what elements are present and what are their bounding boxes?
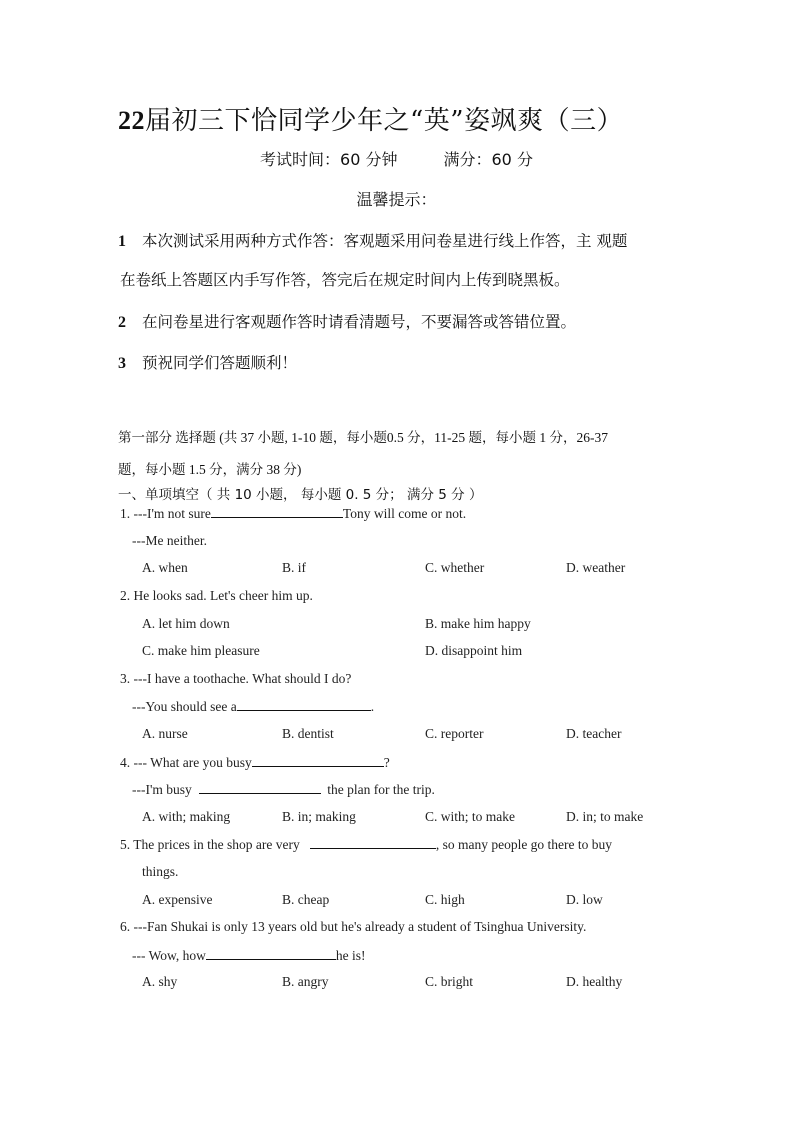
- exam-time: 考试时间：60 分钟: [260, 150, 398, 169]
- option-d[interactable]: D. low: [566, 892, 603, 907]
- option-a[interactable]: A. let him down: [142, 616, 230, 631]
- hint-title: 温馨提示：: [356, 190, 437, 209]
- full-score: 满分：60 分: [443, 150, 533, 169]
- section-heading: 第一部分 选择题 (共 37 小题, 1-10 题，每小题0.5 分，11-25 题，每小题 1 分，26-37: [118, 430, 608, 445]
- note-2: 2 在问卷星进行客观题作答时请看清题号，不要漏答或答错位置。: [118, 313, 577, 331]
- option-c[interactable]: C. make him pleasure: [142, 643, 260, 658]
- question-6: 6. ---Fan Shukai is only 13 years old but he's already a student of Tsinghua University.: [120, 919, 587, 934]
- option-a[interactable]: A. when: [142, 560, 188, 575]
- question-6-reply: --- Wow, how he is!: [132, 948, 366, 963]
- part-heading: 一、单项填空（ 共 10 小题， 每小题 0. 5 分； 满分 5 分 ）: [118, 487, 483, 503]
- option-a[interactable]: A. expensive: [142, 892, 213, 907]
- answer-blank: [206, 947, 336, 960]
- option-d[interactable]: D. healthy: [566, 974, 623, 989]
- option-b[interactable]: B. if: [282, 560, 307, 575]
- option-b[interactable]: B. dentist: [282, 726, 334, 741]
- option-b[interactable]: B. make him happy: [425, 616, 531, 631]
- option-a[interactable]: A. nurse: [142, 726, 188, 741]
- option-b[interactable]: B. cheap: [282, 892, 330, 907]
- title-number: 22: [118, 106, 145, 135]
- note-1: 1 本次测试采用两种方式作答：客观题采用问卷星进行线上作答，主 观题: [118, 232, 628, 250]
- option-c[interactable]: C. with; to make: [425, 809, 515, 824]
- answer-blank: [310, 836, 436, 849]
- note-3: 3 预祝同学们答题顺利！: [118, 354, 298, 372]
- option-d[interactable]: D. teacher: [566, 726, 622, 741]
- answer-blank: [252, 754, 384, 767]
- question-2: 2. He looks sad. Let's cheer him up.: [120, 588, 313, 603]
- question-5-line2: things.: [142, 864, 179, 879]
- answer-blank: [211, 505, 343, 518]
- page-title: [118, 100, 623, 137]
- option-a[interactable]: A. with; making: [142, 809, 231, 824]
- option-b[interactable]: B. angry: [282, 974, 329, 989]
- question-1-reply: ---Me neither.: [132, 533, 207, 548]
- question-1: 1. ---I'm not sure Tony will come or not.: [120, 506, 467, 521]
- question-4: 4. --- What are you busy ?: [120, 755, 390, 770]
- option-d[interactable]: D. in; to make: [566, 809, 644, 824]
- option-c[interactable]: C. whether: [425, 560, 485, 575]
- answer-blank: [237, 698, 371, 711]
- question-5: 5. The prices in the shop are very , so many people go there to buy: [120, 837, 613, 852]
- exam-info: [0, 147, 793, 170]
- option-d[interactable]: D. disappoint him: [425, 643, 523, 658]
- question-4-reply: ---I'm busy the plan for the trip.: [132, 782, 435, 797]
- option-c[interactable]: C. high: [425, 892, 465, 907]
- question-3-reply: ---You should see a .: [132, 699, 375, 714]
- section-heading-line2: 题，每小题 1.5 分，满分 38 分): [118, 462, 302, 477]
- question-3: 3. ---I have a toothache. What should I do?: [120, 671, 352, 686]
- note-1-line2: 在卷纸上答题区内手写作答，答完后在规定时间内上传到晓黑板。: [120, 271, 570, 289]
- option-a[interactable]: A. shy: [142, 974, 178, 989]
- option-b[interactable]: B. in; making: [282, 809, 356, 824]
- option-d[interactable]: D. weather: [566, 560, 626, 575]
- title-text: 届初三下恰同学少年之“英”姿飒爽（三）: [145, 106, 624, 136]
- answer-blank: [199, 781, 321, 794]
- option-c[interactable]: C. bright: [425, 974, 474, 989]
- option-c[interactable]: C. reporter: [425, 726, 484, 741]
